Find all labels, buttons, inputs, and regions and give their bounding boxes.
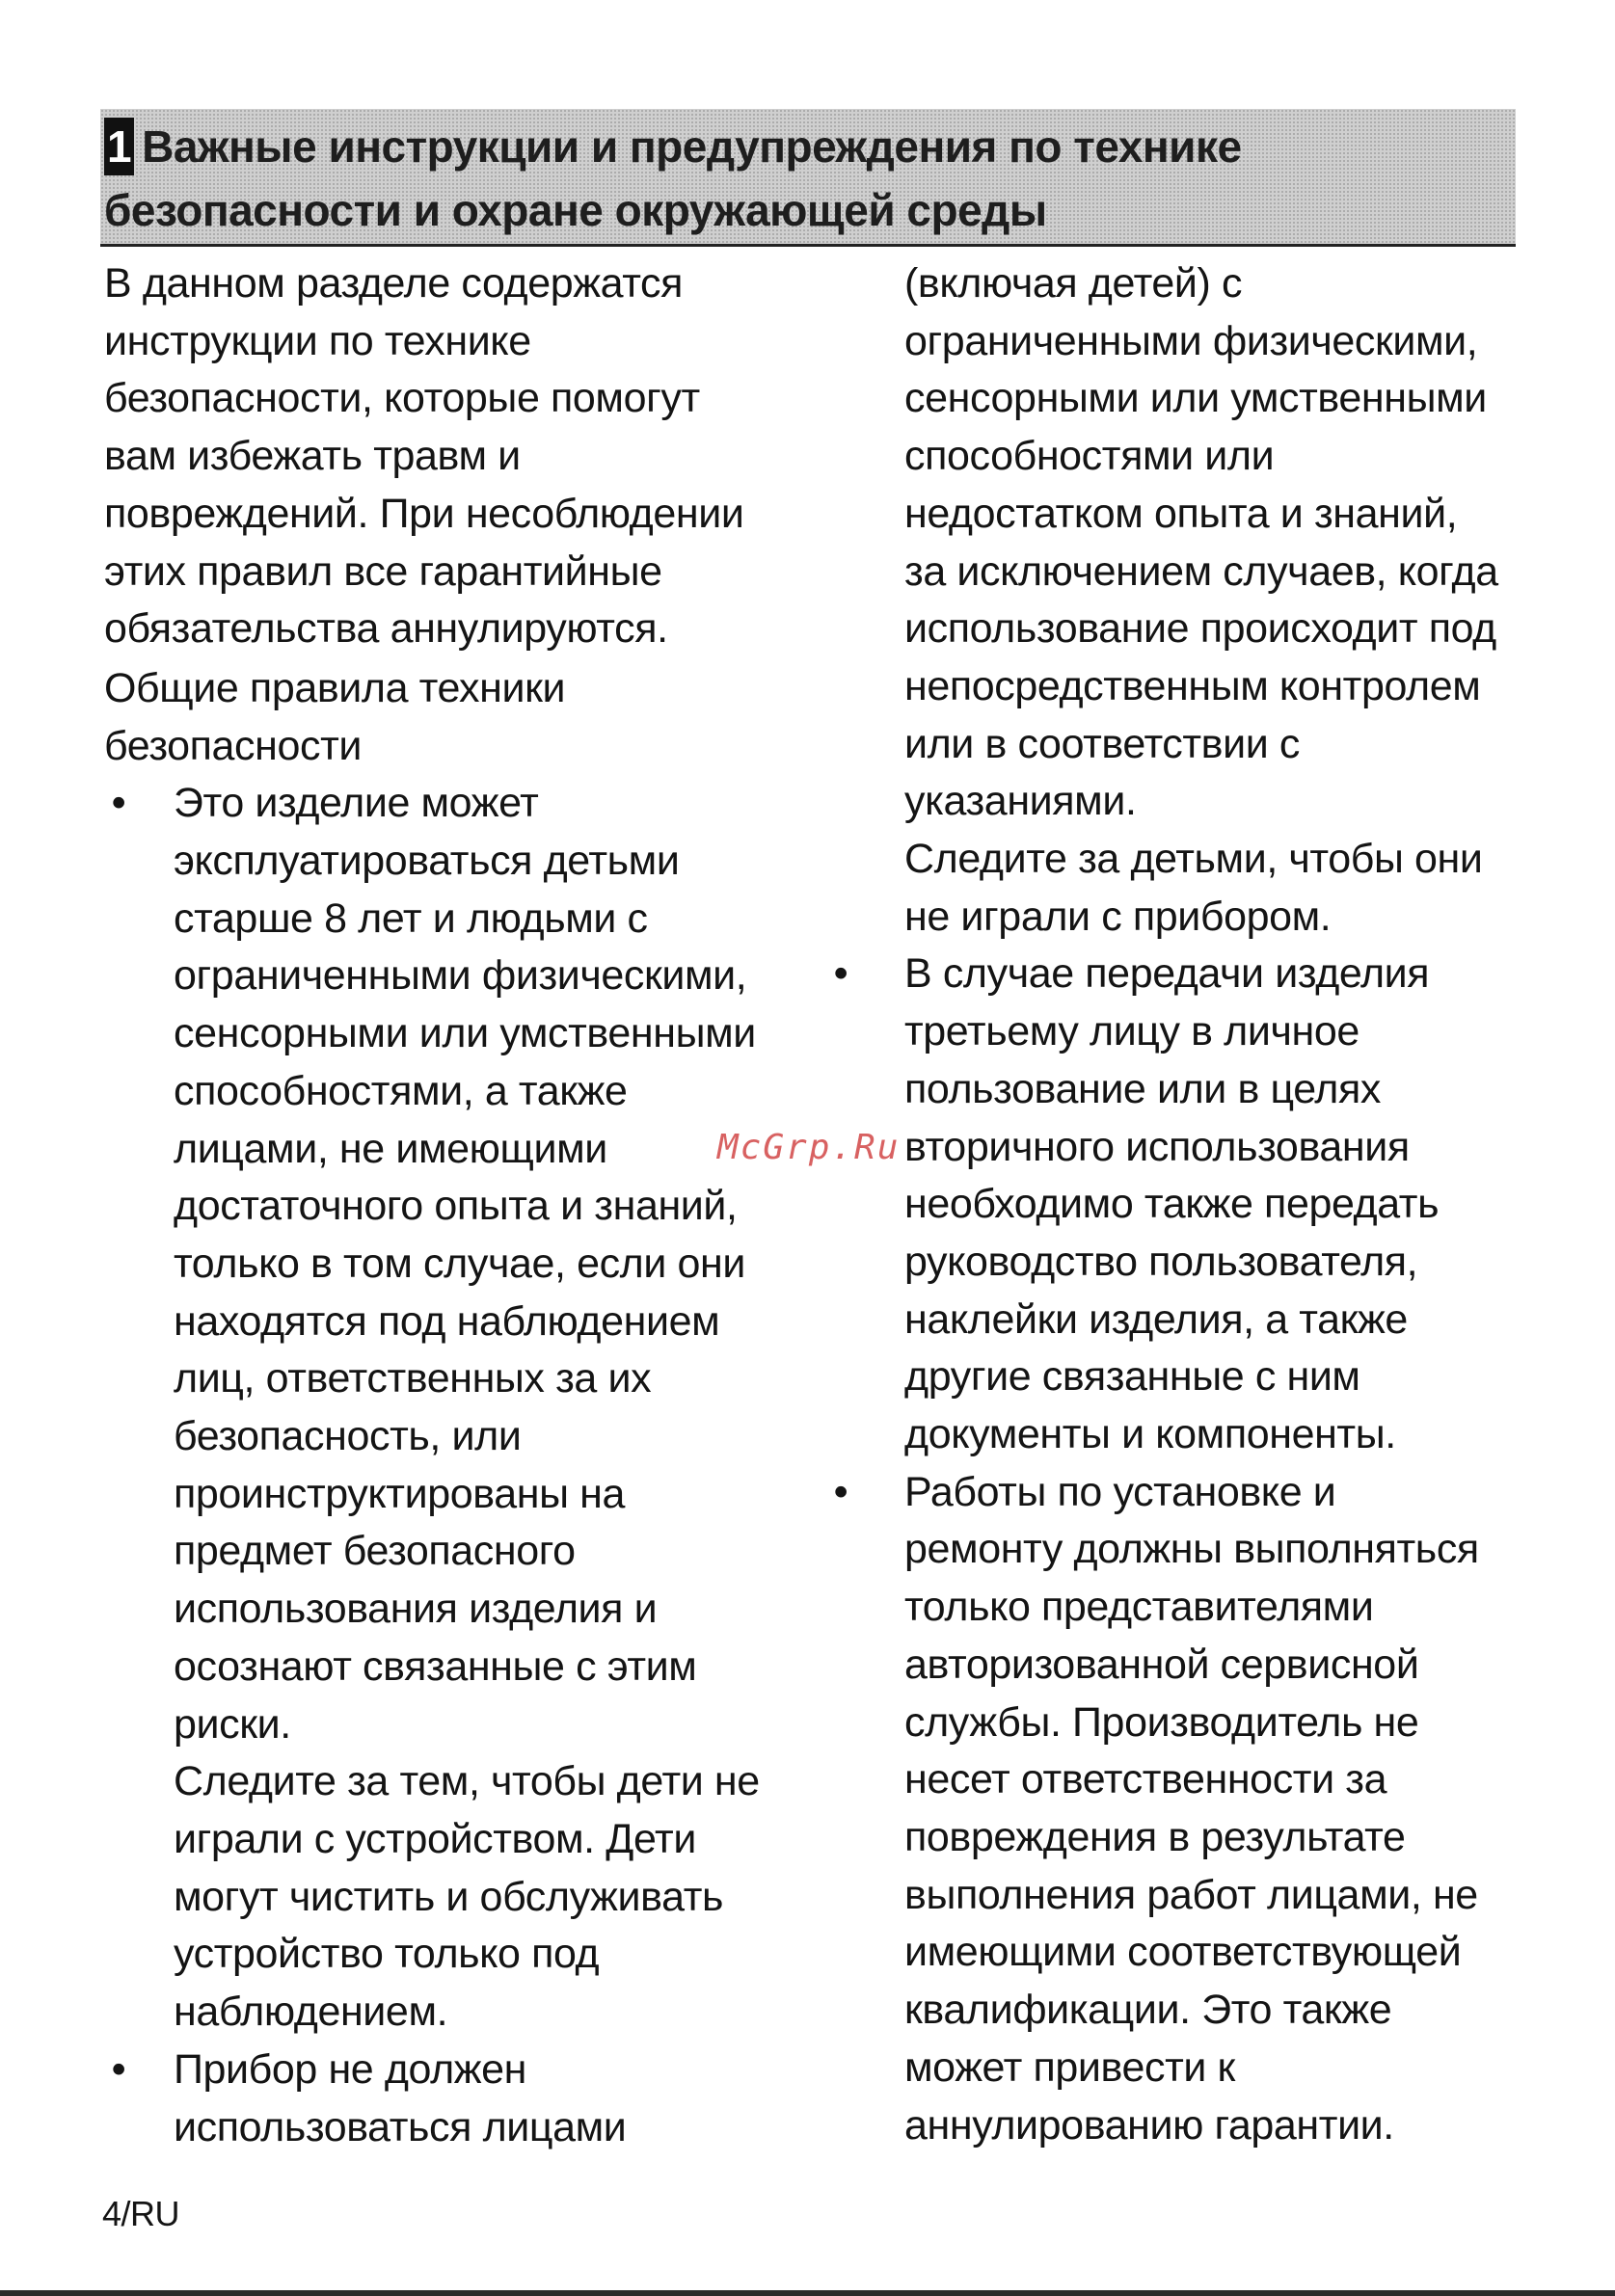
bullet: • bbox=[833, 950, 848, 998]
subheading: Общие правила техники безопасности bbox=[104, 664, 566, 769]
watermark: McGrp.Ru bbox=[717, 1128, 901, 1167]
list-item: • Работы по установке и ремонту должны выполняться только представителями авторизованной сервисной службы. Производитель не несет ответственности за повреждения в результате выполнения работ лицами, не имеющими соответствующей квалификации. Это также может привести к аннулированию гарантии. bbox=[904, 1464, 1521, 2154]
right-column bbox=[833, 255, 1521, 2154]
title-line-2: безопасности и охране окружающей среды bbox=[104, 185, 1047, 235]
section-title bbox=[104, 115, 1242, 242]
bullet: • bbox=[833, 1468, 848, 1515]
left-column bbox=[104, 255, 808, 2156]
page-number: 4/RU bbox=[102, 2194, 180, 2233]
list-item: • Прибор не должен использоваться лицами bbox=[104, 2042, 808, 2156]
bullet: • bbox=[111, 780, 126, 827]
section-header bbox=[100, 109, 1516, 247]
list-item: • В случае передачи изделия третьему лицу в личное пользование или в целях вторичного использования необходимо также передать руководство пользователя, наклейки изделия, а также другие связанные с ним документы и компоненты. bbox=[904, 946, 1521, 1463]
list-item-continuation: (включая детей) с ограниченными физическими, сенсорными или умственными способностями или недостатком опыта и знаний, за исключением случаев, когда использование происходит под непосредственным контролем или в соответствии с указаниями. Следите за детьми, чтобы они не играли с прибором. bbox=[904, 260, 1498, 940]
intro-paragraph: В данном разделе содержатся инструкции по технике безопасности, которые помогут вам избежать травм и повреждений. При несоблюдении этих правил все гарантийные обязательства аннулируются. bbox=[104, 260, 744, 653]
bottom-rule bbox=[0, 2290, 1615, 2296]
list-item: • Это изделие может эксплуатироваться детьми старше 8 лет и людьми с ограниченными физическими, сенсорными или умственными способностями, а также лицами, не имеющими достаточного опыта и знаний, только в том случае, если они находятся под наблюдением лиц, ответственных за их безопасность, или проинструктированы на предмет безопасного использования изделия и осознают связанные с этим риски. Следите за тем, чтобы дети не играли с устройством. Дети могут чистить и обслуживать устройство только под наблюдением. bbox=[104, 775, 808, 2041]
chapter-number: 1 bbox=[104, 118, 134, 175]
bullet: • bbox=[111, 2045, 126, 2093]
title-line-1: 1 Важные инструкции и предупреждения по технике bbox=[104, 115, 1242, 178]
